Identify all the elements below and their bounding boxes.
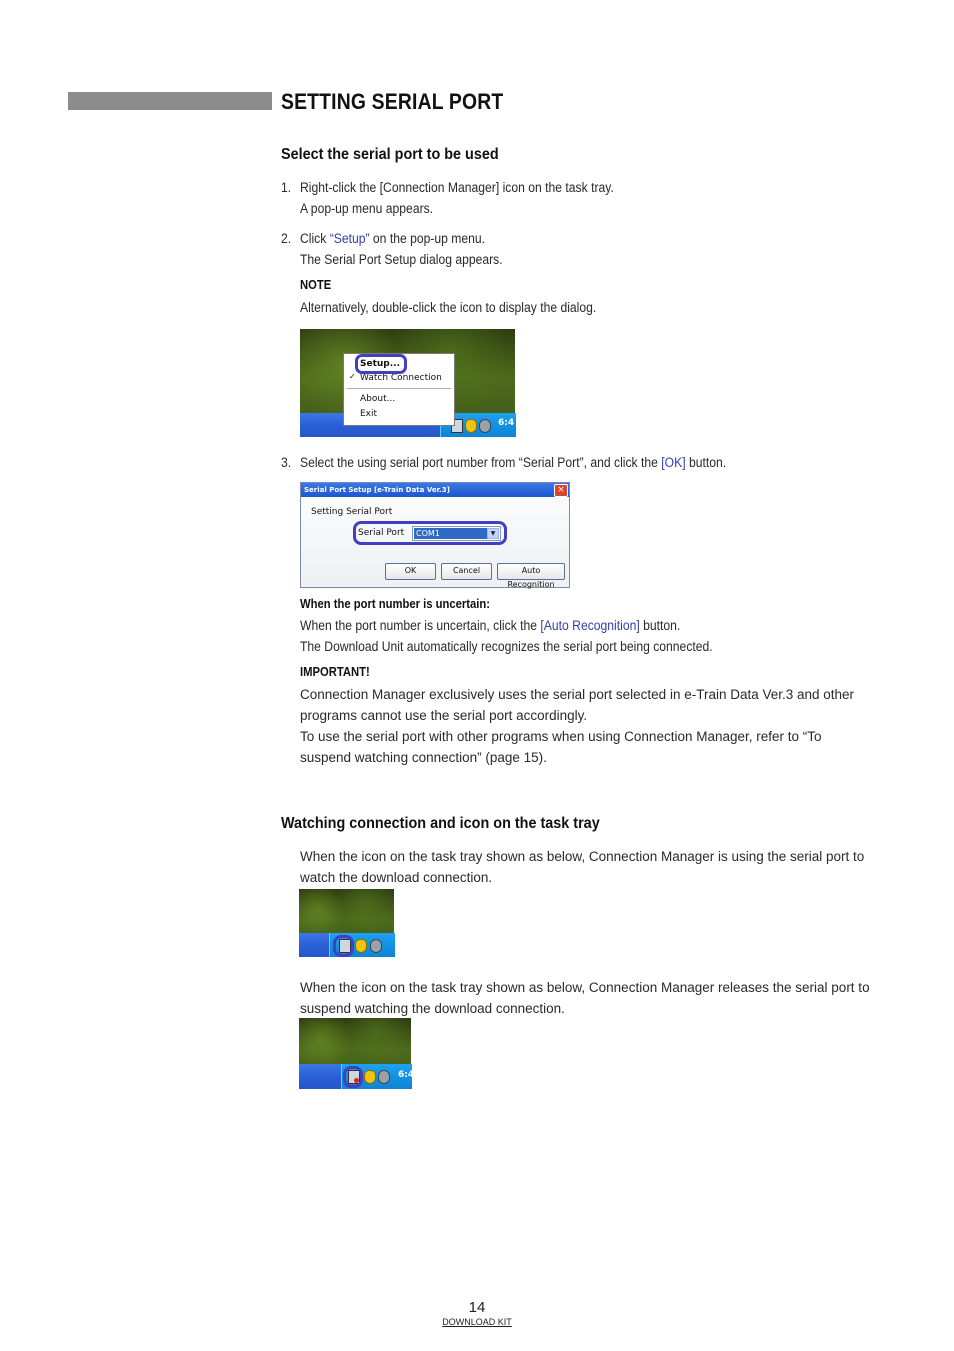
speaker-icon[interactable]: [378, 1070, 390, 1084]
menu-item-setup[interactable]: Setup...: [360, 359, 400, 369]
setup-link-text: “Setup”: [329, 231, 370, 246]
highlight-ring: [355, 354, 407, 374]
step-2-line-1: Click “Setup” on the pop-up menu.: [300, 231, 486, 246]
ok-button[interactable]: OK: [385, 563, 436, 580]
clock-text: 6:4: [498, 418, 515, 428]
highlight-ring: [333, 935, 354, 957]
clock-text: 6:4: [398, 1070, 415, 1080]
note-text: Alternatively, double-click the icon to display the dialog.: [300, 300, 597, 315]
chevron-down-icon[interactable]: ▼: [487, 528, 499, 539]
serial-port-value: COM1: [414, 528, 488, 539]
dialog-title: Serial Port Setup [e-Train Data Ver.3]: [301, 483, 569, 497]
menu-item-exit[interactable]: Exit: [360, 409, 378, 419]
tray-suspended-screenshot: [299, 1018, 415, 1089]
uncertain-line-2: The Download Unit automatically recognizes the serial port being connected.: [300, 639, 713, 654]
suspend-paragraph: When the icon on the task tray shown as below, Connection Manager releases the serial port to suspend watching the download connection.: [300, 980, 870, 1016]
serial-port-setup-dialog: [300, 482, 570, 588]
auto-recognition-link-text: [Auto Recognition]: [540, 618, 640, 633]
important-paragraph-1: Connection Manager exclusively uses the serial port selected in e-Train Data Ver.3 and other programs cannot use the serial port accordingly.: [300, 687, 855, 723]
cancel-button[interactable]: Cancel: [441, 563, 492, 580]
menu-divider: [347, 388, 451, 389]
important-label: IMPORTANT!: [300, 665, 370, 679]
highlight-ring: [343, 1066, 363, 1088]
serial-port-label: Serial Port: [358, 528, 405, 538]
uncertain-line-1: When the port number is uncertain, click the [Auto Recognition] button.: [300, 618, 681, 633]
important-paragraph-2: To use the serial port with other programs when using Connection Manager, refer to “To suspend watching connection” (page 15).: [300, 729, 822, 765]
ok-link-text: [OK]: [661, 455, 686, 470]
page-title: SETTING SERIAL PORT: [281, 89, 504, 114]
heading-bar: [68, 92, 272, 110]
shield-icon[interactable]: [355, 939, 367, 953]
uncertain-label: When the port number is uncertain:: [300, 597, 491, 611]
dialog-group-label: Setting Serial Port: [311, 507, 393, 517]
footer-label: DOWNLOAD KIT: [442, 1317, 512, 1327]
highlight-ring: [353, 521, 507, 545]
checkmark-icon: ✓: [349, 372, 356, 381]
menu-item-watch-connection[interactable]: Watch Connection: [360, 373, 442, 383]
section-heading-watching-connection: Watching connection and icon on the task tray: [281, 815, 600, 832]
shield-icon[interactable]: [465, 419, 477, 433]
popup-menu-screenshot: [300, 329, 515, 437]
tray-watching-screenshot: [299, 889, 394, 957]
page-number: 14: [468, 1299, 486, 1316]
auto-recognition-button[interactable]: Auto Recognition: [497, 563, 565, 580]
note-label: NOTE: [300, 278, 332, 292]
step-2-line-2: The Serial Port Setup dialog appears.: [300, 252, 503, 267]
watching-paragraph: When the icon on the task tray shown as below, Connection Manager is using the serial port to watch the download connection.: [300, 849, 865, 885]
speaker-icon[interactable]: [370, 939, 382, 953]
step-1-line-1: Right-click the [Connection Manager] icon on the task tray.: [300, 180, 614, 195]
shield-icon[interactable]: [364, 1070, 376, 1084]
step-3-number: 3.: [281, 455, 292, 470]
step-2-number: 2.: [281, 231, 292, 246]
menu-item-about[interactable]: About...: [360, 394, 396, 404]
close-icon[interactable]: ×: [554, 484, 568, 497]
step-3-text: Select the using serial port number from “Serial Port”, and click the [OK] button.: [300, 455, 727, 470]
step-1-line-2: A pop-up menu appears.: [300, 201, 434, 216]
speaker-icon[interactable]: [479, 419, 491, 433]
step-1-number: 1.: [281, 180, 292, 195]
section-heading-select-port: Select the serial port to be used: [281, 146, 499, 163]
